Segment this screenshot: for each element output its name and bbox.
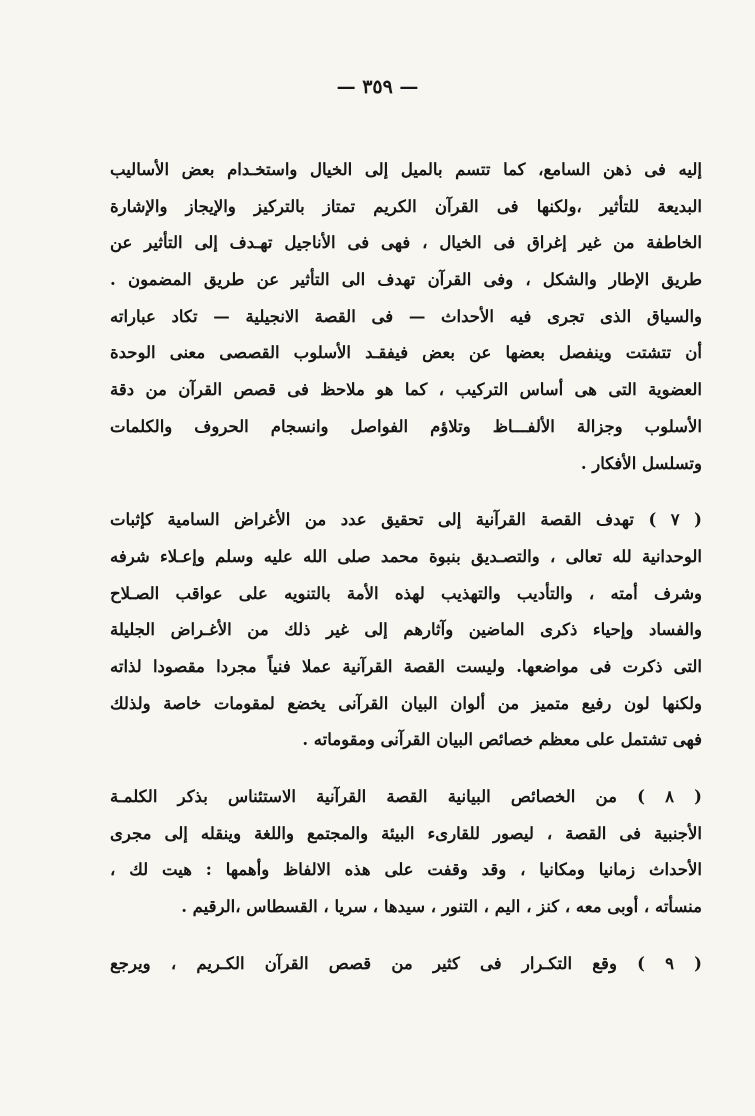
body-text [110, 152, 702, 982]
text-line: وتسلسل الأفكار . [580, 453, 702, 473]
paragraph [110, 779, 702, 926]
text-line: وشرف أمته ، والتأديب والتهذيب لهذه الأمة بالتنويه على عواقب الصـلاح [110, 583, 702, 603]
paragraph [110, 946, 702, 983]
paragraph [110, 502, 702, 759]
text-line: الأسلوب وجزالة الألفـــاظ وتلاؤم الفواصل وانسجام الحروف والكلمات [110, 416, 702, 436]
text-line: الأحداث زمانيا ومكانيا ، وقد وقفت على هذه الالفاظ وأهمها : هيت لك ، [110, 860, 702, 880]
text-line: أن تتشتت وينفصل بعضها عن بعض فيفقـد الأسلوب القصصى معنى الوحدة [110, 343, 702, 363]
text-line: الوحدانية لله تعالى ، والتصـديق بنبوة محمد صلى الله عليه وسلم وإعـلاء شرفه [110, 546, 702, 566]
paragraph [110, 152, 702, 482]
text-line: والسياق الذى تجرى فيه الأحداث — فى القصة الانجيلية — تكاد عباراته [110, 306, 702, 326]
text-line: الأجنبية فى القصة ، ليصور للقارىء البيئة والمجتمع واللغة وينقله إلى مجرى [110, 823, 702, 843]
text-line: منسأته ، أوبى معه ، كنز ، اليم ، التنور ، سيدها ، سريا ، القسطاس ،الرقيم . [181, 897, 702, 917]
text-line: الخاطفة من غير إغراق فى الخيال ، فهى فى الأناجيل تهـدف إلى التأثير عن [110, 233, 702, 253]
page-number: — ٣٥٩ — [336, 76, 419, 98]
text-line: ( ٧ ) تهدف القصة القرآنية إلى تحقيق عدد من الأغراض السامية كإثبات [110, 510, 702, 530]
text-line: ( ٨ ) من الخصائص البيانية القصة القرآنية الاستئناس بذكر الكلمـة [110, 787, 702, 806]
text-line: إليه فى ذهن السامع، كما تتسم بالميل إلى الخيال واستخـدام بعض الأساليب [110, 160, 702, 179]
text-line: والفساد وإحياء ذكرى الماضين وآثارهم إلى غير ذلك من الأغـراض الجليلة [110, 620, 702, 640]
text-line: ( ٩ ) وقع التكـرار فى كثير من قصص القرآن الكـريم ، ويرجع [110, 953, 702, 973]
text-line: البديعة للتأثير ،ولكنها فى القرآن الكريم تمتاز بالتركيز والإيجاز والإشارة [110, 196, 702, 216]
text-line: طريق الإطار والشكل ، وفى القرآن تهدف الى التأثير عن طريق المضمون . [110, 270, 702, 290]
text-line: ولكنها لون رفيع متميز من ألوان البيان القرآنى يخضع لمقومات خاصة ولذلك [110, 693, 702, 713]
text-line: التى ذكرت فى مواضعها. وليست القصة القرآنية عملا فنياً مجردا مقصودا لذاته [110, 656, 702, 676]
text-line: العضوية التى هى أساس التركيب ، كما هو ملاحظ فى قصص القرآن من دقة [110, 380, 702, 400]
text-line: فهى تشتمل على معظم خصائص البيان القرآنى ومقوماته . [302, 730, 702, 750]
